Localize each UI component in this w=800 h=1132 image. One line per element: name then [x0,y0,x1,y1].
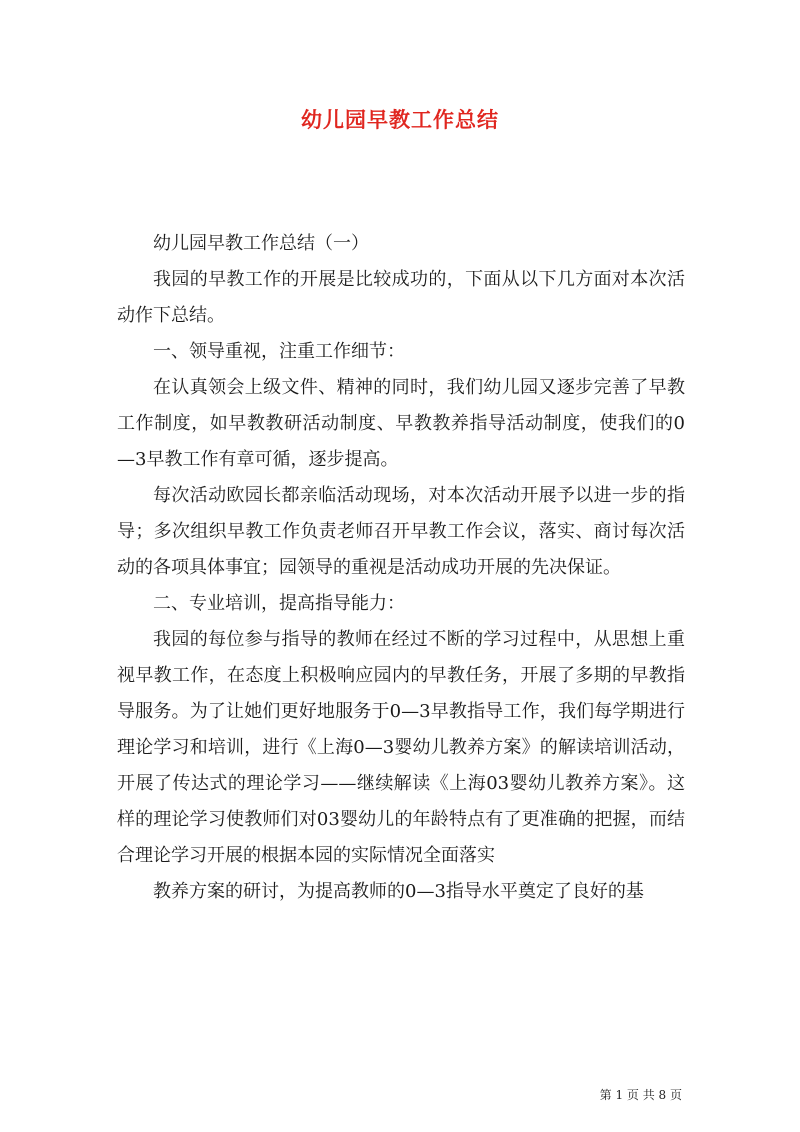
section-heading: 二、专业培训，提高指导能力： [153,593,405,614]
paragraph: 教养方案的研讨，为提高教师的0—3指导水平奠定了良好的基 [153,881,644,902]
section-heading: 一、领导重视，注重工作细节： [153,341,405,362]
paragraph: 每次活动欧园长都亲临活动现场，对本次活动开展予以进一步的指导；多次组织早教工作负责老师召开早教工作会议，落实、商讨每次活动的各项具体事宜；园领导的重视是活动成功开展的先决保证。 [117,485,685,578]
document-body [117,226,685,910]
paragraph-heading: 幼儿园早教工作总结（一） [153,233,369,254]
paragraph: 我园的每位参与指导的教师在经过不断的学习过程中，从思想上重视早教工作，在态度上积极响应园内的早教任务，开展了多期的早教指导服务。为了让她们更好地服务于0—3早教指导工作，我们每学期进行理论学习和培训，进行《上海0—3婴幼儿教养方案》的解读培训活动，开展了传达式的理论学习——继续解读《上海03婴幼儿教养方案》。这样的理论学习使教师们对03婴幼儿的年龄特点有了更准确的把握，而结合理论学习开展的根据本园的实际情况全面落实 [117,629,685,866]
document-title: 幼儿园早教工作总结 [301,107,499,132]
paragraph: 我园的早教工作的开展是比较成功的，下面从以下几方面对本次活动作下总结。 [117,269,685,326]
page-number: 第 1 页 共 8 页 [599,1088,682,1102]
paragraph: 在认真领会上级文件、精神的同时，我们幼儿园又逐步完善了早教工作制度，如早教教研活动制度、早教教养指导活动制度，使我们的0—3早教工作有章可循，逐步提高。 [117,377,685,470]
